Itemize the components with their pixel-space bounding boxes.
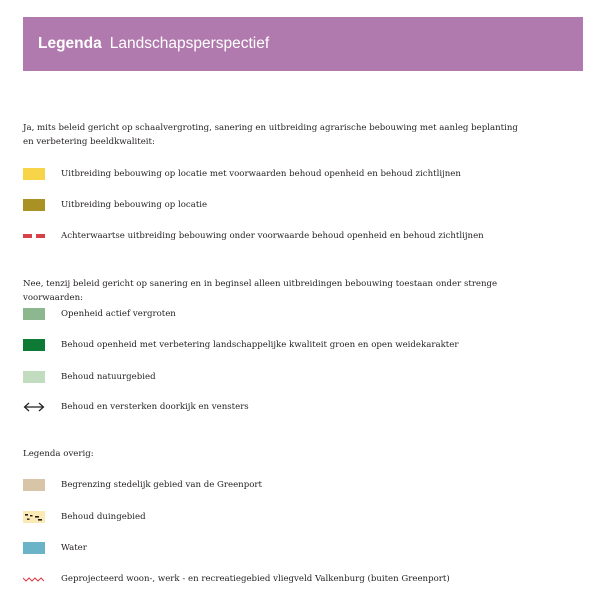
legend-item-label: Behoud duingebied — [61, 512, 146, 522]
legend-item-dark-green — [23, 338, 459, 352]
legend-item-label: Water — [61, 543, 87, 553]
pale-green-swatch-icon — [23, 371, 45, 383]
legend-item-label: Behoud openheid met verbetering landschappelijke kwaliteit groen en open weidekarakter — [61, 340, 459, 350]
legend-item-label: Begrenzing stedelijk gebied van de Greenport — [61, 480, 262, 490]
beige-swatch-icon — [23, 479, 45, 491]
legend-item-pale-green — [23, 370, 156, 384]
legend-item-label: Openheid actief vergroten — [61, 309, 176, 319]
section1-intro — [23, 121, 523, 149]
double-arrow-icon — [23, 401, 45, 413]
yellow-swatch-icon — [23, 168, 45, 180]
legend-item-red-wavy — [23, 572, 450, 586]
section3-intro: Legenda overig: — [23, 449, 94, 459]
red-dashed-line-icon — [23, 230, 45, 242]
legend-item-red-dash — [23, 229, 484, 243]
legend-item-label: Uitbreiding bebouwing op locatie — [61, 200, 208, 210]
legend-item-beige — [23, 478, 262, 492]
red-wavy-line-icon — [23, 573, 45, 585]
legend-item-label: Behoud en versterken doorkijk en vensters — [61, 402, 249, 412]
section2-intro: Nee, tenzij beleid gericht op sanering en in beginsel alleen uitbreidingen bebouwing toestaan onder strenge voorwaarden: — [23, 279, 498, 303]
blue-swatch-icon — [23, 542, 45, 554]
legend-item-label: Behoud natuurgebied — [61, 372, 156, 382]
legend-item-label: Uitbreiding bebouwing op locatie met voorwaarden behoud openheid en behoud zichtlijnen — [61, 169, 461, 179]
legend-item-double-arrow — [23, 400, 249, 414]
header-title-bold: Legenda — [38, 35, 102, 52]
legend-item-light-green — [23, 307, 176, 321]
olive-swatch-icon — [23, 199, 45, 211]
header-title: Landschapsperspectief — [109, 35, 270, 52]
legend-item-water — [23, 541, 87, 555]
legend-item-yellow — [23, 167, 461, 181]
light-green-swatch-icon — [23, 308, 45, 320]
legend-item-label: Geprojecteerd woon-, werk - en recreatiegebied vliegveld Valkenburg (buiten Greenport) — [61, 574, 450, 584]
legend-header — [23, 17, 583, 71]
section1-intro-line1: Ja, mits beleid gericht op schaalvergroting, sanering en uitbreiding agrarische bebouwing met aanleg beplanting — [23, 123, 518, 133]
legend-item-label: Achterwaartse uitbreiding bebouwing onder voorwaarde behoud openheid en behoud zichtlijnen — [61, 231, 484, 241]
dune-swatch-icon — [23, 511, 45, 523]
legend-item-dune — [23, 510, 146, 524]
legend-item-olive — [23, 198, 208, 212]
section1-intro-line2: en verbetering beeldkwaliteit: — [23, 137, 155, 147]
dark-green-swatch-icon — [23, 339, 45, 351]
